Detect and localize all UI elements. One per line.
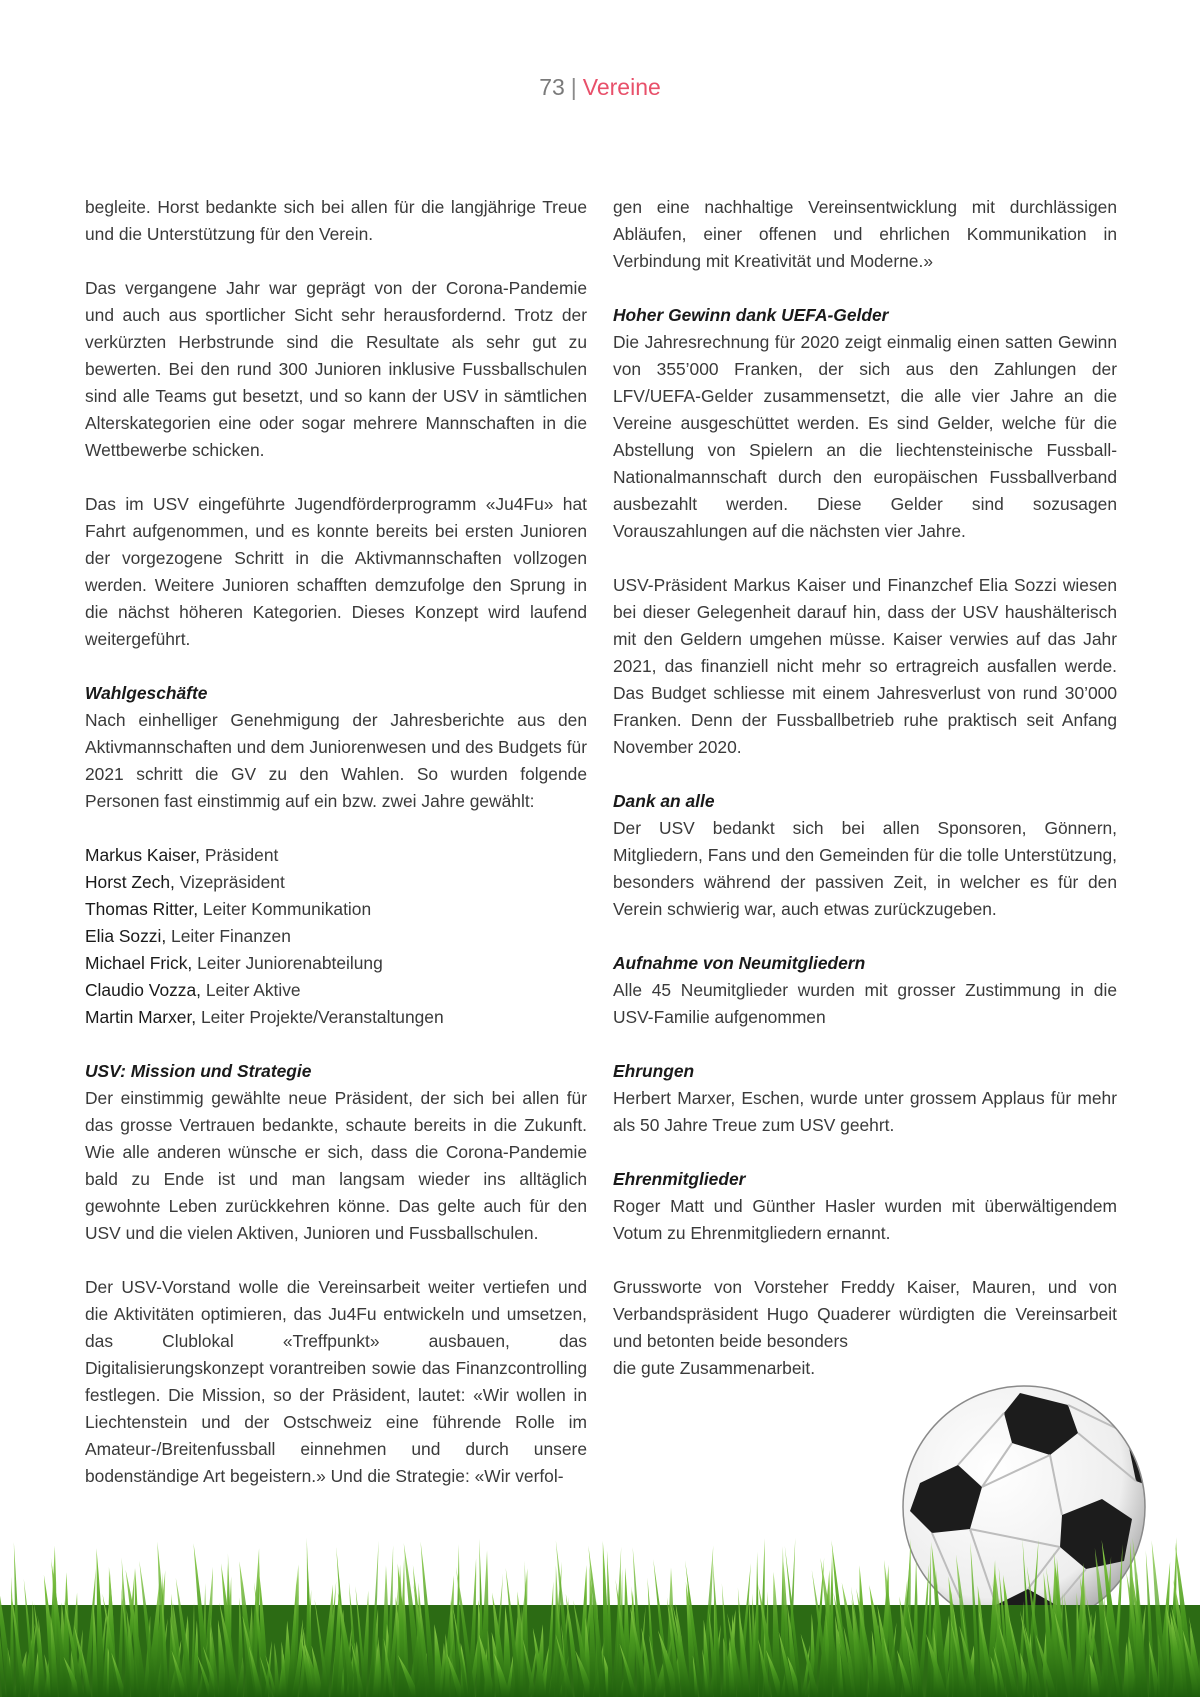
right-column (613, 194, 1117, 1409)
board-list (85, 842, 587, 1031)
left-column (85, 194, 587, 1517)
paragraph: Herbert Marxer, Eschen, wurde unter grossem Applaus für mehr als 50 Jahre Treue zum USV geehrt. (613, 1088, 1117, 1135)
heading-neumitglieder: Aufnahme von Neumitgliedern (613, 953, 866, 973)
page-number: 73 (539, 74, 565, 100)
member-name: Elia Sozzi, (85, 926, 167, 946)
heading-ehrenmitglieder: Ehrenmitglieder (613, 1169, 746, 1189)
paragraph: Die Jahresrechnung für 2020 zeigt einmalig einen satten Gewinn von 355’000 Franken, der sich aus den Zahlungen der LFV/UEFA-Gelder zusammensetzt, die alle vier Jahre an die Vereine ausgeschüttet werden. Es sind Gelder, welche für die Abstellung von Spielern an die liechtensteinische Fussball-Nationalmannschaft durch den europäischen Fussballverband ausbezahlt werden. Diese Gelder sind sozusagen Vorauszahlungen auf die nächsten vier Jahre. (613, 332, 1117, 541)
paragraph: gen eine nachhaltige Vereinsentwicklung mit durchlässigen Abläufen, einer offenen und ehrlichen Kommunikation in Verbindung mit Kreativität und Moderne.» (613, 197, 1117, 271)
member-role: Leiter Juniorenabteilung (197, 953, 383, 973)
paragraph: Der USV bedankt sich bei allen Sponsoren, Gönnern, Mitgliedern, Fans und den Gemeinden für die tolle Unterstützung, besonders während der passiven Zeit, in welcher es für den Verein schwierig war, auch etwas zurückzugeben. (613, 818, 1117, 919)
member-name: Michael Frick, (85, 953, 193, 973)
heading-gewinn: Hoher Gewinn dank UEFA-Gelder (613, 305, 889, 325)
section-title: Vereine (582, 74, 661, 100)
member-role: Vizepräsident (179, 872, 285, 892)
paragraph: Der USV-Vorstand wolle die Vereinsarbeit weiter vertiefen und die Aktivitäten optimieren, das Ju4Fu entwickeln und umsetzen, das Clublokal «Treffpunkt» ausbauen, das Digitalisierungskonzept vorantreiben sowie das Finanzcontrolling festlegen. Die Mission, so der Präsident, lautet: «Wir wollen in Liechtenstein und der Ostschweiz eine führende Rolle im Amateur-/Breitenfussball einnehmen und durch unsere bodenständige Art begeistern.» Und die Strategie: «Wir verfol- (85, 1277, 587, 1486)
member-role: Leiter Kommunikation (202, 899, 372, 919)
board-member (85, 869, 587, 896)
paragraph-tail: die gute Zusammenarbeit. (613, 1358, 816, 1378)
heading-mission: USV: Mission und Strategie (85, 1061, 312, 1081)
grass-decoration (0, 1535, 1200, 1697)
member-role: Leiter Projekte/Veranstaltungen (200, 1007, 444, 1027)
paragraph: Das vergangene Jahr war geprägt von der Corona-Pandemie und auch aus sportlicher Sicht sehr herausfordernd. Trotz der verkürzten Herbstrunde sind die Resultate als sehr gut zu bewerten. Bei den rund 300 Junioren inklusive Fussballschulen sind alle Teams gut besetzt, und so kann der USV in sämtlichen Alterskategorien eine oder sogar mehrere Mannschaften in die Wettbewerbe schicken. (85, 278, 587, 460)
paragraph: begleite. Horst bedankte sich bei allen für die langjährige Treue und die Unterstützung für den Verein. (85, 197, 587, 244)
paragraph: Der einstimmig gewählte neue Präsident, der sich bei allen für das grosse Vertrauen bedankte, schaute bereits in die Zukunft. Wie alle anderen wünsche er sich, dass die Corona-Pandemie bald zu Ende ist und man langsam wieder ins alltäglich gewohnte Leben zurückkehren könne. Das gelte auch für den USV und die vielen Aktiven, Junioren und Fussballschulen. (85, 1088, 587, 1243)
paragraph: Nach einhelliger Genehmigung der Jahresberichte aus den Aktivmannschaften und dem Juniorenwesen und des Budgets für 2021 schritt die GV zu den Wahlen. So wurden folgende Personen fast einstimmig auf ein bzw. zwei Jahre gewählt: (85, 710, 587, 811)
member-name: Thomas Ritter, (85, 899, 199, 919)
board-member (85, 842, 587, 869)
paragraph: USV-Präsident Markus Kaiser und Finanzchef Elia Sozzi wiesen bei dieser Gelegenheit darauf hin, dass der USV haushälterisch mit den Geldern umgehen müsse. Kaiser verwies auf das Jahr 2021, das finanziell nicht mehr so ertragreich ausfallen werde. Das Budget schliesse mit einem Jahresverlust von rund 30’000 Franken. Denn der Fussballbetrieb ruhe praktisch seit Anfang November 2020. (613, 575, 1117, 757)
member-role: Leiter Aktive (205, 980, 301, 1000)
paragraph: Grussworte von Vorsteher Freddy Kaiser, Mauren, und von Verbandspräsident Hugo Quaderer würdigten die Vereinsarbeit und betonten beide besonders (613, 1277, 1117, 1351)
heading-wahlgeschaefte: Wahlgeschäfte (85, 683, 208, 703)
member-name: Martin Marxer, (85, 1007, 197, 1027)
board-member (85, 923, 587, 950)
board-member (85, 950, 587, 977)
heading-ehrungen: Ehrungen (613, 1061, 695, 1081)
board-member (85, 896, 587, 923)
member-role: Präsident (204, 845, 279, 865)
board-member (85, 977, 587, 1004)
paragraph: Roger Matt und Günther Hasler wurden mit überwältigendem Votum zu Ehrenmitgliedern ernannt. (613, 1196, 1117, 1243)
member-name: Claudio Vozza, (85, 980, 202, 1000)
board-member (85, 1004, 587, 1031)
page-header (0, 74, 1200, 101)
member-role: Leiter Finanzen (171, 926, 291, 946)
paragraph: Alle 45 Neumitglieder wurden mit grosser Zustimmung in die USV-Familie aufgenommen (613, 980, 1117, 1027)
member-name: Markus Kaiser, (85, 845, 201, 865)
member-name: Horst Zech, (85, 872, 175, 892)
header-separator: | (570, 74, 577, 100)
heading-dank: Dank an alle (613, 791, 715, 811)
paragraph: Das im USV eingeführte Jugendförderprogramm «Ju4Fu» hat Fahrt aufgenommen, und es konnte bereits bei ersten Junioren der vorgezogene Schritt in die Aktivmannschaften vollzogen werden. Weitere Junioren schafften demzufolge den Sprung in die nächst höheren Kategorien. Dieses Konzept wird laufend weitergeführt. (85, 494, 587, 649)
